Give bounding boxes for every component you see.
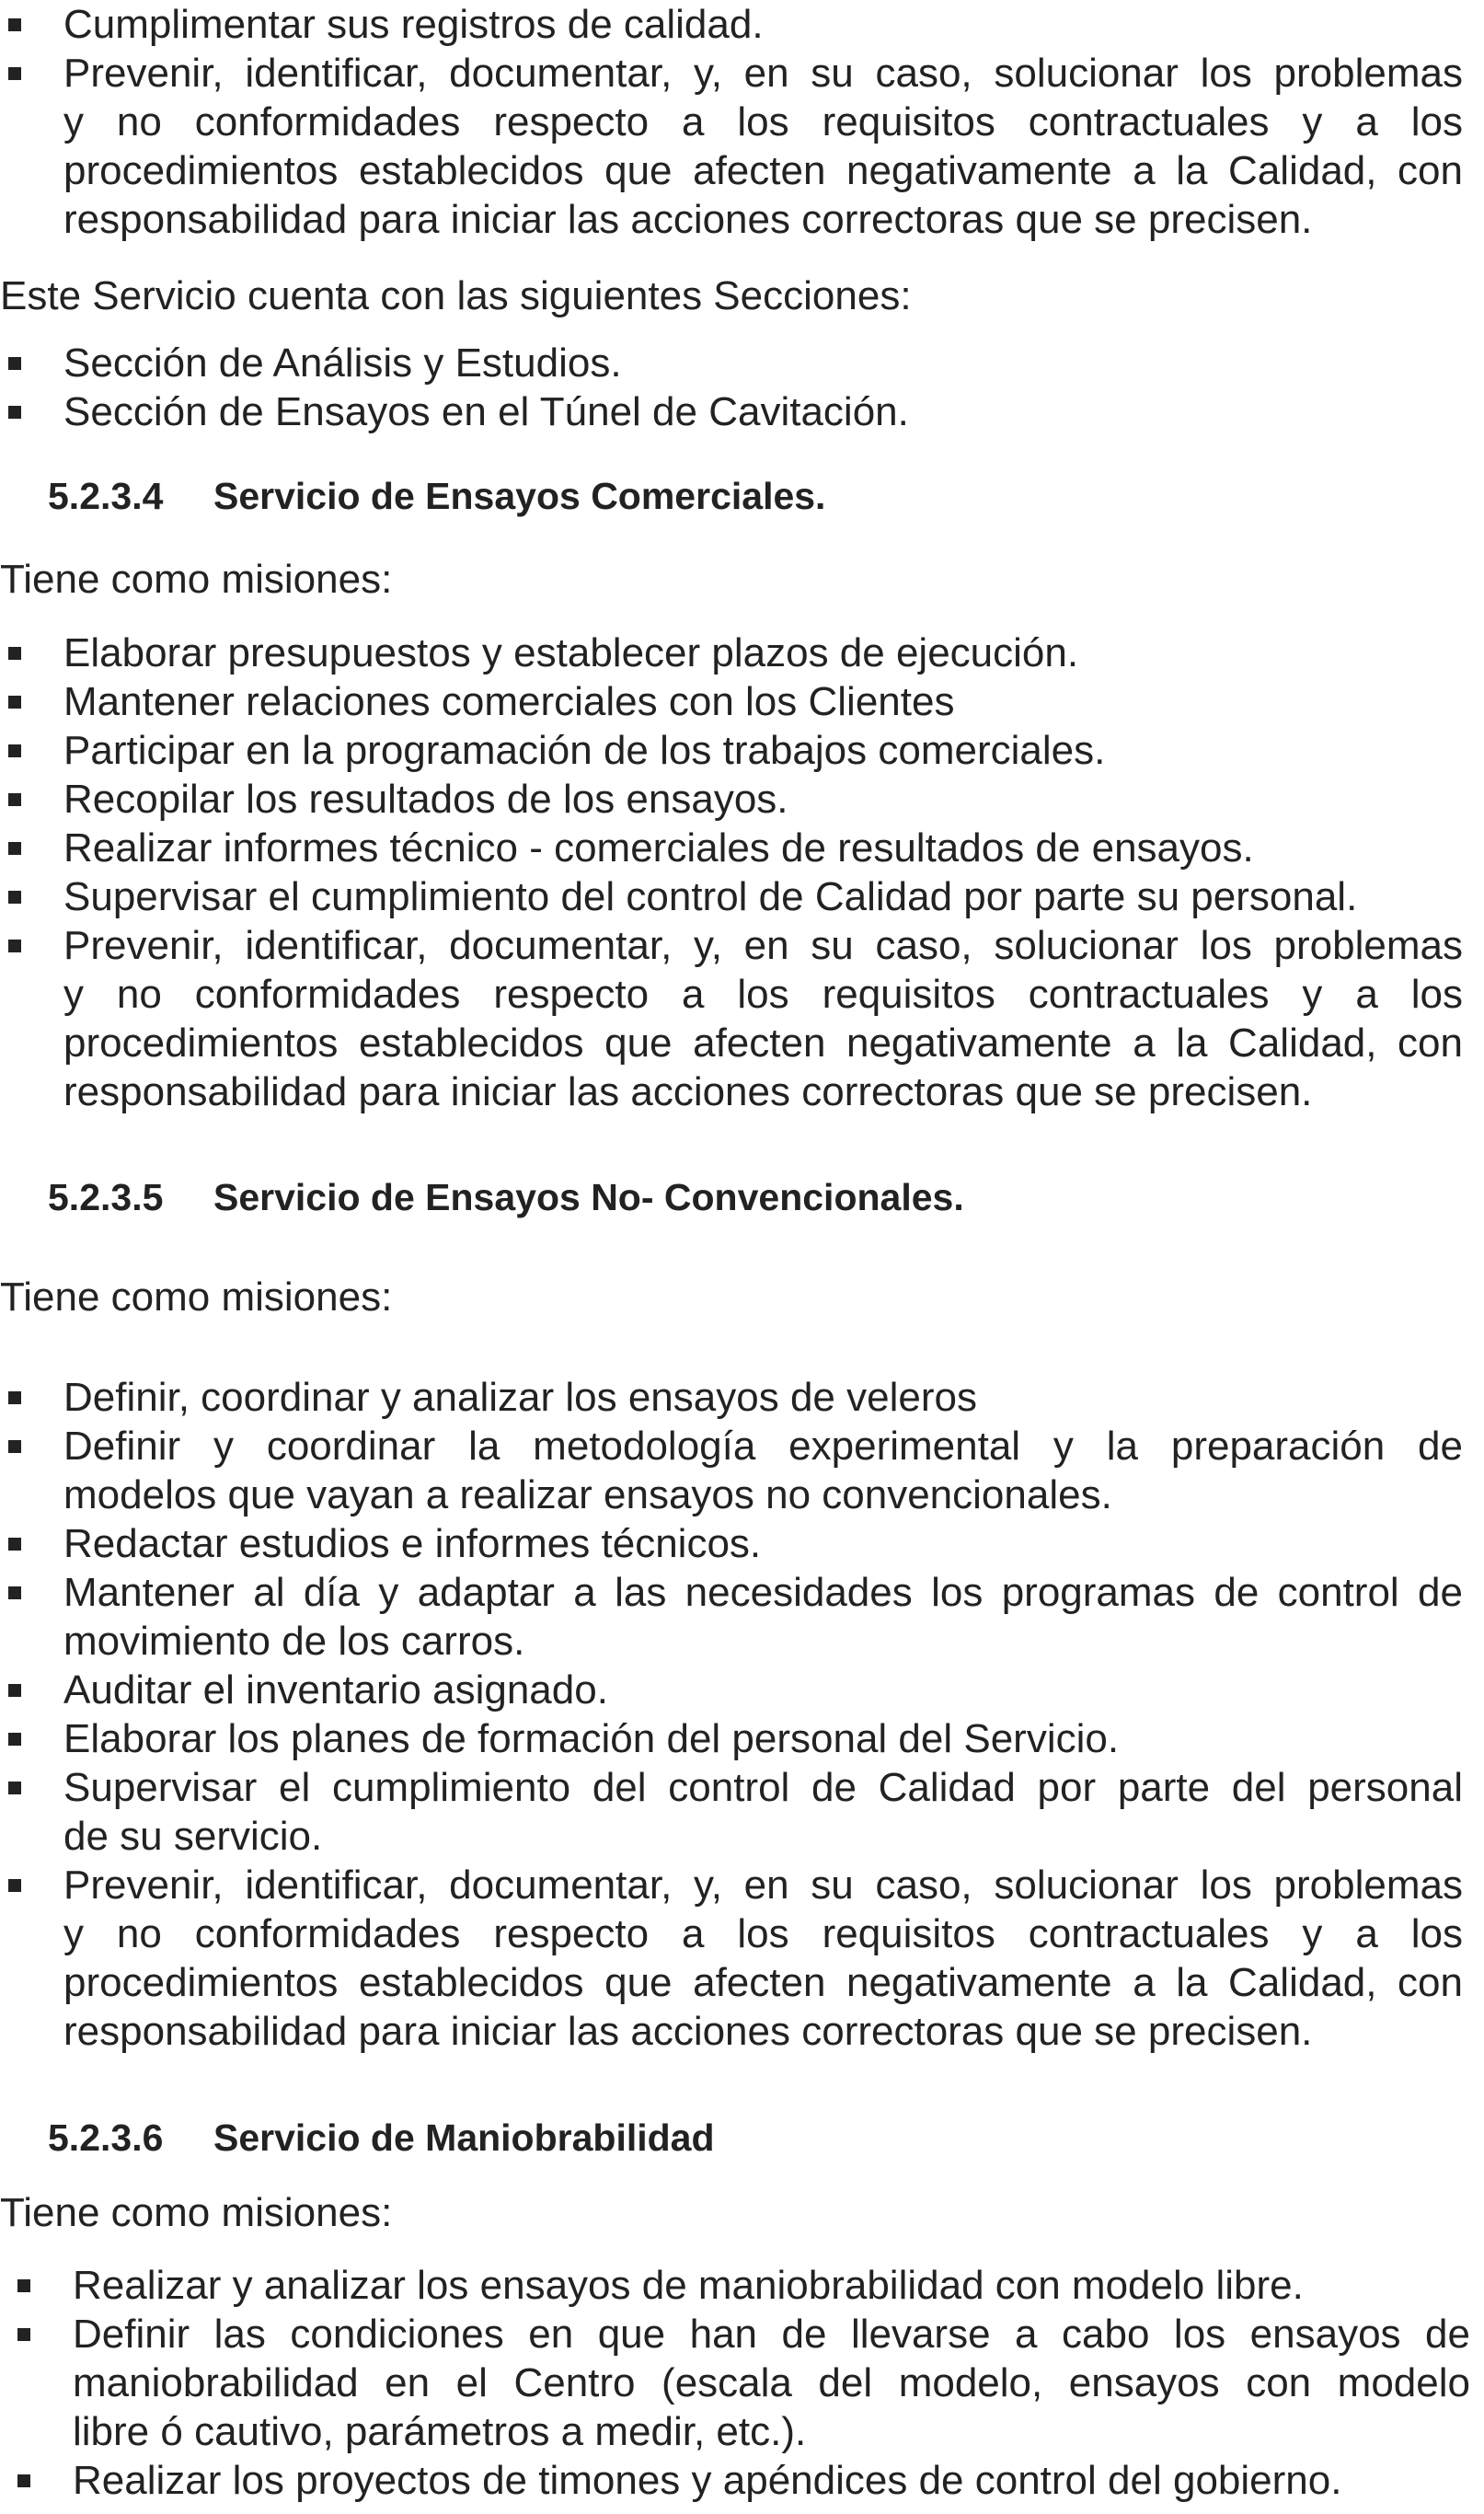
- list-item-line: procedimientos establecidos que afecten negativamente a la Calidad, con: [63, 1021, 1463, 1066]
- list-item-line: responsabilidad para iniciar las acciones correctoras que se precisen.: [63, 197, 1313, 242]
- bullet-square-icon: [8, 696, 21, 709]
- section-536-number: 5.2.3.6: [48, 2116, 164, 2159]
- list-item-line: Realizar informes técnico - comerciales de resultados de ensayos.: [63, 825, 1254, 871]
- list-item-line: Supervisar el cumplimiento del control de Calidad por parte del personal: [63, 1765, 1463, 1810]
- section-534-number: 5.2.3.4: [48, 475, 164, 517]
- bullet-square-icon: [8, 406, 21, 419]
- list-item-line: Elaborar presupuestos y establecer plazos de ejecución.: [63, 630, 1079, 675]
- list-item-line: Redactar estudios e informes técnicos.: [63, 1521, 762, 1566]
- bullet-square-icon: [17, 2474, 30, 2487]
- list-item-line: responsabilidad para iniciar las acciones correctoras que se precisen.: [63, 2009, 1313, 2054]
- bullet-square-icon: [8, 647, 21, 660]
- list-item-line: Prevenir, identificar, documentar, y, en su caso, solucionar los problemas: [63, 923, 1463, 968]
- section-535-title: Servicio de Ensayos No- Convencionales.: [213, 1176, 964, 1218]
- section-534-intro: Tiene como misiones:: [0, 557, 393, 602]
- bullet-square-icon: [8, 1440, 21, 1453]
- list-item-line: Sección de Análisis y Estudios.: [63, 340, 622, 386]
- list-item-line: procedimientos establecidos que afecten negativamente a la Calidad, con: [63, 148, 1463, 193]
- bullet-square-icon: [17, 2328, 30, 2341]
- bullet-square-icon: [8, 1538, 21, 1551]
- list-item-line: Definir, coordinar y analizar los ensayos de veleros: [63, 1375, 977, 1420]
- list-item-line: Mantener relaciones comerciales con los Clientes: [63, 679, 955, 724]
- list-item-line: Realizar los proyectos de timones y apéndices de control del gobierno.: [73, 2458, 1342, 2503]
- bullet-square-icon: [8, 18, 21, 31]
- list-item-line: procedimientos establecidos que afecten negativamente a la Calidad, con: [63, 1960, 1463, 2005]
- list-item-line: de su servicio.: [63, 1814, 323, 1859]
- bullet-square-icon: [8, 1733, 21, 1746]
- bullet-square-icon: [8, 793, 21, 806]
- section-535-heading: [48, 1173, 964, 1222]
- bullet-square-icon: [8, 940, 21, 952]
- list-item-line: maniobrabilidad en el Centro (escala del modelo, ensayos con modelo: [73, 2360, 1470, 2405]
- list-item-line: Participar en la programación de los trabajos comerciales.: [63, 728, 1106, 773]
- list-item-line: y no conformidades respecto a los requisitos contractuales y a los: [63, 99, 1463, 144]
- bullet-square-icon: [8, 842, 21, 855]
- list-item-line: Cumplimentar sus registros de calidad.: [63, 2, 764, 47]
- list-item-line: y no conformidades respecto a los requisitos contractuales y a los: [63, 1911, 1463, 1956]
- section-536-title: Servicio de Maniobrabilidad: [213, 2116, 715, 2159]
- list-item-line: Prevenir, identificar, documentar, y, en su caso, solucionar los problemas: [63, 1862, 1463, 1908]
- section-535-intro: Tiene como misiones:: [0, 1274, 393, 1320]
- bullet-square-icon: [8, 744, 21, 757]
- bullet-square-icon: [8, 1684, 21, 1697]
- list-item-line: Elaborar los planes de formación del personal del Servicio.: [63, 1716, 1120, 1761]
- section-535-number: 5.2.3.5: [48, 1176, 164, 1218]
- bullet-square-icon: [17, 2279, 30, 2292]
- list-item-line: Recopilar los resultados de los ensayos.: [63, 777, 788, 822]
- section-534-title: Servicio de Ensayos Comerciales.: [213, 475, 826, 517]
- list-item-line: Supervisar el cumplimiento del control de Calidad por parte su personal.: [63, 874, 1358, 919]
- section-536-intro: Tiene como misiones:: [0, 2190, 393, 2235]
- list-item-line: Realizar y analizar los ensayos de maniobrabilidad con modelo libre.: [73, 2263, 1304, 2308]
- list-item-line: Sección de Ensayos en el Túnel de Cavitación.: [63, 389, 909, 434]
- bullet-square-icon: [8, 67, 21, 80]
- bullet-square-icon: [8, 1879, 21, 1892]
- bullet-square-icon: [8, 1586, 21, 1599]
- list-item-line: Definir y coordinar la metodología experimental y la preparación de: [63, 1424, 1463, 1469]
- sections-intro-text: Este Servicio cuenta con las siguientes Secciones:: [0, 273, 912, 318]
- list-item-line: modelos que vayan a realizar ensayos no convencionales.: [63, 1472, 1112, 1517]
- section-536-heading: [48, 2114, 715, 2162]
- list-item-line: Prevenir, identificar, documentar, y, en su caso, solucionar los problemas: [63, 51, 1463, 96]
- list-item-line: y no conformidades respecto a los requisitos contractuales y a los: [63, 972, 1463, 1017]
- list-item-line: libre ó cautivo, parámetros a medir, etc.).: [73, 2409, 807, 2454]
- bullet-square-icon: [8, 891, 21, 904]
- bullet-square-icon: [8, 357, 21, 370]
- bullet-square-icon: [8, 1782, 21, 1794]
- list-item-line: Definir las condiciones en que han de llevarse a cabo los ensayos de: [73, 2312, 1470, 2357]
- section-534-heading: [48, 472, 825, 521]
- list-item-line: movimiento de los carros.: [63, 1619, 525, 1664]
- list-item-line: responsabilidad para iniciar las acciones correctoras que se precisen.: [63, 1069, 1313, 1114]
- list-item-line: Auditar el inventario asignado.: [63, 1667, 608, 1713]
- list-item-line: Mantener al día y adaptar a las necesidades los programas de control de: [63, 1570, 1463, 1615]
- bullet-square-icon: [8, 1391, 21, 1404]
